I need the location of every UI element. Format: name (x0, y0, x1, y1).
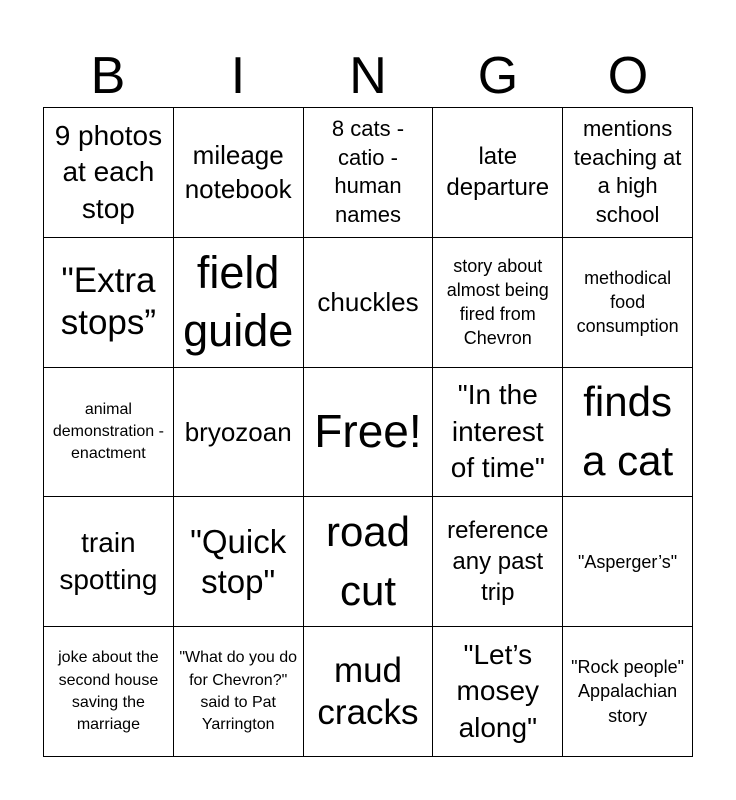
cell-text: road cut (325, 507, 411, 614)
cell-text: methodical food consumption (576, 267, 679, 337)
cell-text: joke about the second house saving the marriage (58, 649, 159, 733)
bingo-cell-r4c3[interactable] (304, 497, 434, 627)
cell-text: 9 photos at each stop (54, 119, 163, 224)
bingo-cell-r1c4[interactable] (433, 108, 563, 238)
bingo-cell-r4c5[interactable] (563, 497, 693, 627)
header-letter-i: I (230, 47, 246, 105)
cell-text: mentions teaching at a high school (573, 116, 682, 227)
bingo-cell-r4c2[interactable] (174, 497, 304, 627)
bingo-cell-r2c5[interactable] (563, 238, 693, 368)
cell-text: bryozoan (184, 416, 292, 447)
cell-text: chuckles (317, 287, 419, 318)
bingo-cell-r3c3-free-space[interactable] (304, 368, 434, 498)
bingo-cell-r5c1[interactable] (44, 627, 174, 757)
cell-text: mileage notebook (184, 140, 292, 205)
header-letter-o: O (607, 47, 649, 105)
bingo-cell-r3c4[interactable] (433, 368, 563, 498)
cell-text: 8 cats - catio - human names (331, 116, 405, 227)
bingo-board (43, 107, 693, 757)
bingo-cell-r5c5[interactable] (563, 627, 693, 757)
bingo-cell-r1c3[interactable] (304, 108, 434, 238)
bingo-cell-r1c5[interactable] (563, 108, 693, 238)
cell-text: "In the interest of time" (450, 379, 545, 484)
cell-text: field guide (183, 246, 294, 357)
bingo-cell-r5c3[interactable] (304, 627, 434, 757)
bingo-cell-r1c1[interactable] (44, 108, 174, 238)
cell-text: mud cracks (317, 650, 419, 732)
cell-text: Free! (314, 405, 422, 458)
bingo-cell-r4c1[interactable] (44, 497, 174, 627)
cell-text: train spotting (59, 527, 158, 595)
header-letter-n: N (349, 47, 387, 105)
cell-text: "Asperger’s" (578, 551, 678, 572)
bingo-cell-r3c1[interactable] (44, 368, 174, 498)
cell-text: story about almost being fired from Chevron (446, 255, 549, 349)
cell-text: "Quick stop" (190, 523, 287, 600)
header-letter-b: B (90, 47, 126, 105)
bingo-cell-r3c2[interactable] (174, 368, 304, 498)
cell-text: "What do you do for Chevron?" said to Pat Yarrington (179, 649, 298, 733)
bingo-cell-r1c2[interactable] (174, 108, 304, 238)
cell-text: reference any past trip (447, 517, 549, 607)
bingo-cell-r2c4[interactable] (433, 238, 563, 368)
cell-text: "Let’s mosey along" (456, 639, 540, 743)
cell-text: "Rock people" Appalachian story (571, 657, 685, 726)
cell-text: late departure (446, 143, 550, 202)
header-letter-g: G (477, 47, 519, 105)
cell-text: finds a cat (582, 378, 674, 484)
bingo-header (43, 44, 693, 108)
bingo-cell-r5c2[interactable] (174, 627, 304, 757)
bingo-cell-r2c1[interactable] (44, 238, 174, 368)
bingo-cell-r3c5[interactable] (563, 368, 693, 498)
bingo-cell-r2c2[interactable] (174, 238, 304, 368)
bingo-cell-r4c4[interactable] (433, 497, 563, 627)
bingo-cell-r5c4[interactable] (433, 627, 563, 757)
bingo-cell-r2c3[interactable] (304, 238, 434, 368)
cell-text: animal demonstration - enactment (52, 400, 164, 463)
cell-text: "Extra stops” (60, 261, 157, 343)
